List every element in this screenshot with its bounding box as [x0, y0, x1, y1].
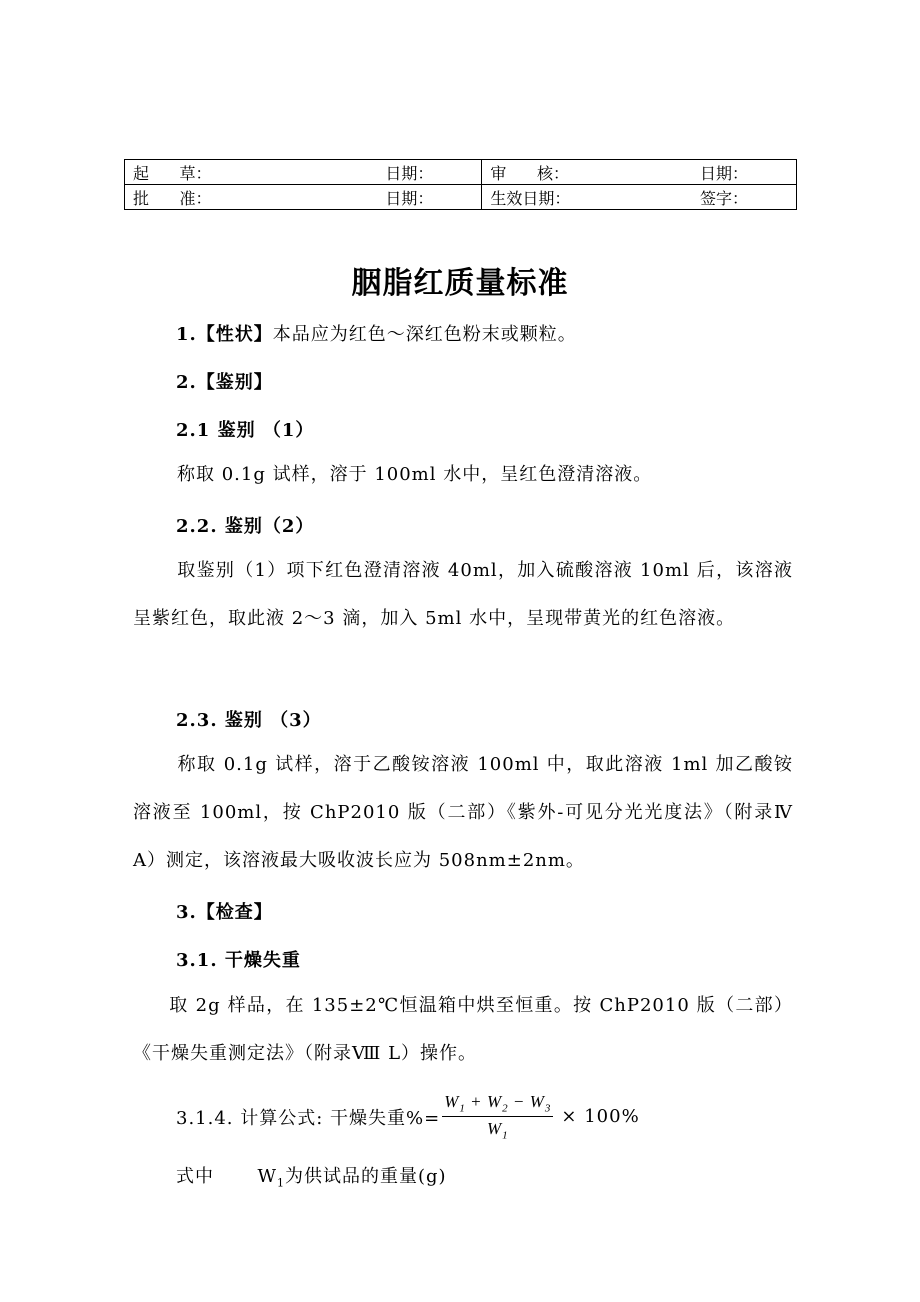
- document-title: 胭脂红质量标准: [351, 266, 569, 301]
- paragraph-text: 称取 0.1g 试样，溶于乙酸铵溶液 100ml 中，取此溶液 1ml 加乙酸铵溶液至 100ml，按 ChP2010 版（二部）《紫外-可见分光光度法》（附录Ⅳ A）测定，该溶液最大吸收波长应为 508nm±2nm。: [133, 754, 793, 871]
- approve-label: 批 准：: [133, 188, 212, 208]
- subsection-2-2-text: [133, 547, 793, 643]
- review-cell: [482, 160, 797, 185]
- signoff-row: [125, 160, 797, 185]
- formula-where-line: [176, 1162, 447, 1190]
- section-inspection-heading: 3.【检查】: [176, 902, 273, 923]
- effective-cell: [482, 185, 797, 210]
- section-identification-heading: 2.【鉴别】: [176, 372, 273, 393]
- paragraph-text: 称取 0.1g 试样，溶于 100ml 水中，呈红色澄清溶液。: [177, 464, 653, 485]
- subsection-3-1-heading: 3.1. 干燥失重: [176, 950, 301, 971]
- subsection-2-3-heading: 2.3. 鉴别 （3）: [176, 710, 322, 731]
- where-var: $W_1$: [257, 1166, 285, 1190]
- subsection-3-1-text: [133, 982, 793, 1078]
- review-label: 审 核：: [490, 163, 569, 183]
- where-text: 为供试品的重量(g): [284, 1166, 447, 1187]
- section-heading: 1.【性状】: [176, 324, 273, 345]
- paragraph-text: 取 2g 样品，在 135±2℃恒温箱中烘至恒重。按 ChP2010 版（二部）《干燥失重测定法》（附录Ⅷ L）操作。: [133, 995, 793, 1064]
- subsection-2-3-text: [133, 741, 793, 885]
- paragraph-text: 取鉴别（1）项下红色澄清溶液 40ml，加入硫酸溶液 10ml 后，该溶液呈紫红色，取此液 2～3 滴，加入 5ml 水中，呈现带黄光的红色溶液。: [133, 560, 793, 629]
- draft-date-label: 日期：: [385, 163, 434, 183]
- draft-label: 起 草：: [133, 163, 212, 183]
- section-text: 本品应为红色～深红色粉末或颗粒。: [272, 324, 577, 345]
- section-appearance: [176, 320, 577, 346]
- signoff-row: [125, 185, 797, 210]
- subsection-2-1-heading: 2.1 鉴别 （1）: [176, 420, 315, 441]
- approve-cell: [125, 185, 482, 210]
- formula-tail: × 100%: [561, 1106, 640, 1128]
- formula-numerator: $W_1 + W_2 - W_3$: [442, 1092, 553, 1117]
- subsection-2-2-heading: 2.2. 鉴别（2）: [176, 516, 315, 537]
- formula-denominator: $W_1$: [486, 1119, 509, 1142]
- sign-label: 签字：: [699, 188, 748, 208]
- formula-fraction: [442, 1092, 553, 1142]
- subsection-2-1-text: [133, 451, 793, 499]
- approve-date-label: 日期：: [385, 188, 434, 208]
- effective-date-label: 生效日期：: [490, 188, 571, 208]
- review-date-label: 日期：: [699, 163, 748, 183]
- signoff-table: [124, 159, 797, 210]
- draft-cell: [125, 160, 482, 185]
- where-lead: 式中: [176, 1166, 214, 1187]
- loss-on-drying-formula: [176, 1092, 640, 1142]
- formula-lead: 3.1.4. 计算公式: 干燥失重%=: [176, 1107, 441, 1129]
